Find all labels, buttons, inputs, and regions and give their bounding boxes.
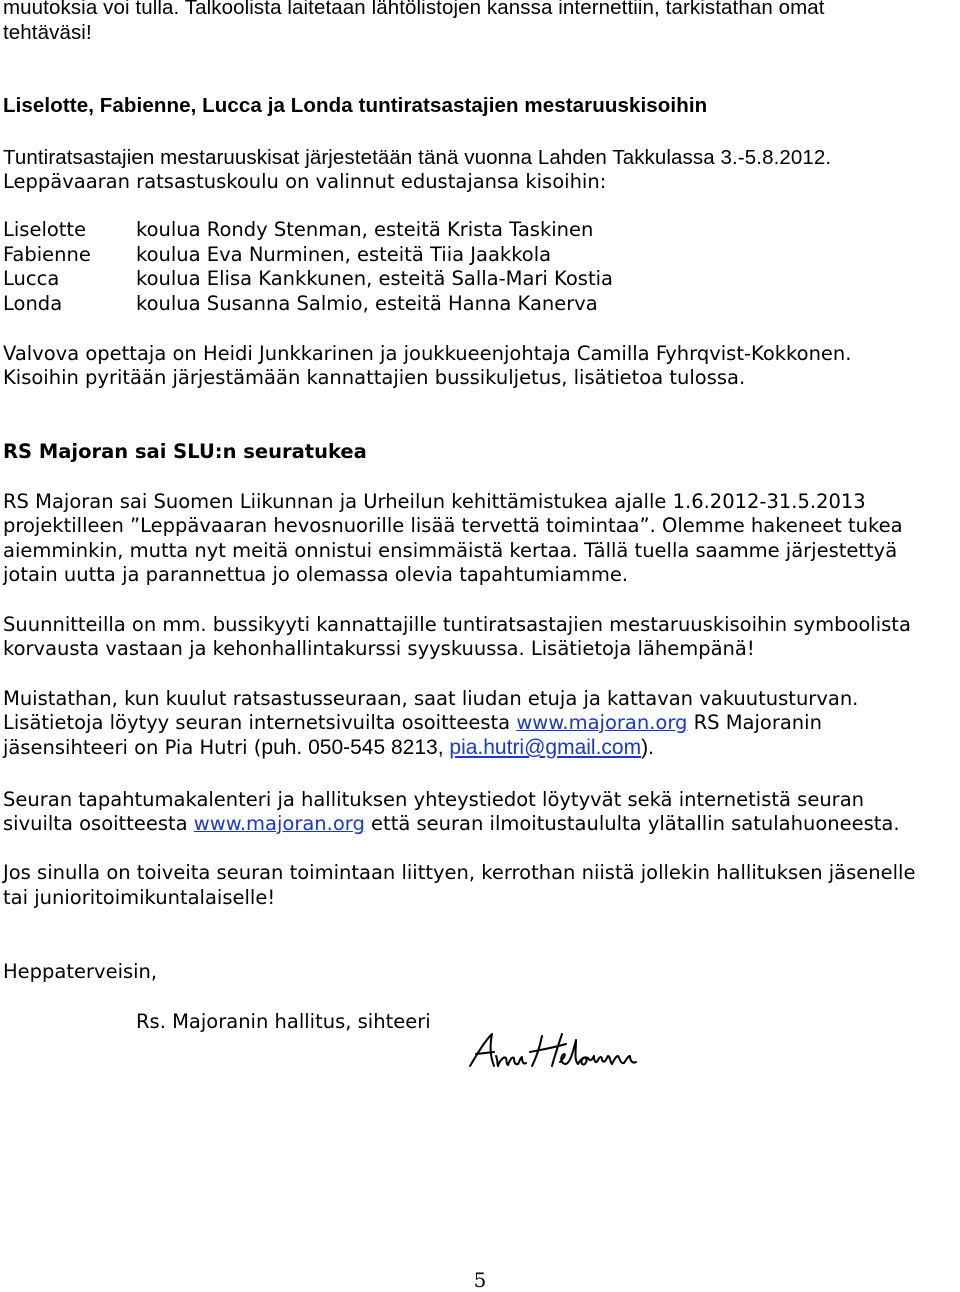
paragraph-line: RS Majoran sai Suomen Liikunnan ja Urheilun kehittämistukea ajalle 1.6.2012-31.5.2013 — [3, 490, 866, 513]
page-number: 5 — [473, 1268, 487, 1292]
paragraph-line: Seuran tapahtumakalenteri ja hallituksen yhteystiedot löytyvät sekä internetistä seuran — [3, 788, 864, 811]
paragraph-line: Jos sinulla on toiveita seuran toimintaan liittyen, kerrothan niistä jollekin hallituksen jäsenelle — [3, 861, 916, 884]
paragraph-line: jotain uutta ja parannettua jo olemassa olevia tapahtumiamme. — [3, 563, 629, 586]
handwritten-signature — [468, 1030, 638, 1078]
paragraph-line: Tuntiratsastajien mestaruuskisat järjestetään tänä vuonna Lahden Takkulassa 3.-5.8.2012. — [3, 146, 832, 169]
email-link[interactable]: pia.hutri@gmail.com — [449, 736, 642, 759]
text-span: sivuilta osoitteesta — [3, 812, 194, 835]
intro-line-2: tehtäväsi! — [3, 21, 92, 44]
intro-line-1: muutoksia voi tulla. Talkoolista laitetaan lähtölistojen kanssa internettiin, tarkistathan omat — [3, 0, 825, 19]
text-span: RS Majoranin — [687, 711, 822, 734]
closing-greeting: Heppaterveisin, — [3, 960, 158, 983]
closing-sender: Rs. Majoranin hallitus, sihteeri — [136, 1010, 431, 1033]
text-span: ). — [641, 736, 654, 759]
team-horse-name: Fabienne — [3, 243, 91, 266]
text-span: että seuran ilmoitustaululta ylätallin satulahuoneesta. — [364, 812, 900, 835]
section-heading-funding: RS Majoran sai SLU:n seuratukea — [3, 440, 367, 463]
text-span: jäsensihteeri on Pia Hutri ( — [3, 736, 262, 759]
team-horse-name: Liselotte — [3, 218, 87, 241]
paragraph-line: Kisoihin pyritään järjestämään kannattajien bussikuljetus, lisätietoa tulossa. — [3, 366, 746, 389]
team-riders: koulua Eva Nurminen, esteitä Tiia Jaakkola — [136, 243, 552, 266]
paragraph-line: Muistathan, kun kuulut ratsastusseuraan, saat liudan etuja ja kattavan vakuutusturvan. — [3, 687, 859, 710]
team-horse-name: Londa — [3, 292, 63, 315]
paragraph-line — [3, 812, 900, 836]
team-riders: koulua Rondy Stenman, esteitä Krista Taskinen — [136, 218, 594, 241]
paragraph-line: Suunnitteilla on mm. bussikyyti kannattajille tuntiratsastajien mestaruuskisoihin symboolista — [3, 613, 911, 636]
paragraph-line: korvausta vastaan ja kehonhallintakurssi syyskuussa. Lisätietoja lähempänä! — [3, 637, 755, 660]
paragraph-line: tai junioritoimikuntalaiselle! — [3, 886, 276, 909]
phone-number: puh. 050-545 8213, — [261, 736, 450, 759]
paragraph-line: projektilleen ”Leppävaaran hevosnuorille lisää tervettä toimintaa”. Olemme hakeneet tukea — [3, 514, 903, 537]
paragraph-line — [3, 711, 822, 735]
paragraph-line — [3, 736, 654, 760]
text-span: Lisätietoja löytyy seuran internetsivuilta osoitteesta — [3, 711, 517, 734]
section-heading-competition: Liselotte, Fabienne, Lucca ja Londa tuntiratsastajien mestaruuskisoihin — [3, 94, 708, 117]
paragraph-line: Valvova opettaja on Heidi Junkkarinen ja joukkueenjohtaja Camilla Fyhrqvist-Kokkonen. — [3, 342, 852, 365]
team-horse-name: Lucca — [3, 267, 60, 290]
website-link[interactable]: www.majoran.org — [193, 812, 365, 835]
website-link[interactable]: www.majoran.org — [516, 711, 688, 734]
team-riders: koulua Elisa Kankkunen, esteitä Salla-Mari Kostia — [136, 267, 613, 290]
paragraph-line: Leppävaaran ratsastuskoulu on valinnut edustajansa kisoihin: — [3, 170, 607, 193]
team-riders: koulua Susanna Salmio, esteitä Hanna Kanerva — [136, 292, 598, 315]
paragraph-line: aiemminkin, mutta nyt meitä onnistui ensimmäistä kertaa. Tällä tuella saamme järjestettyä — [3, 539, 898, 562]
